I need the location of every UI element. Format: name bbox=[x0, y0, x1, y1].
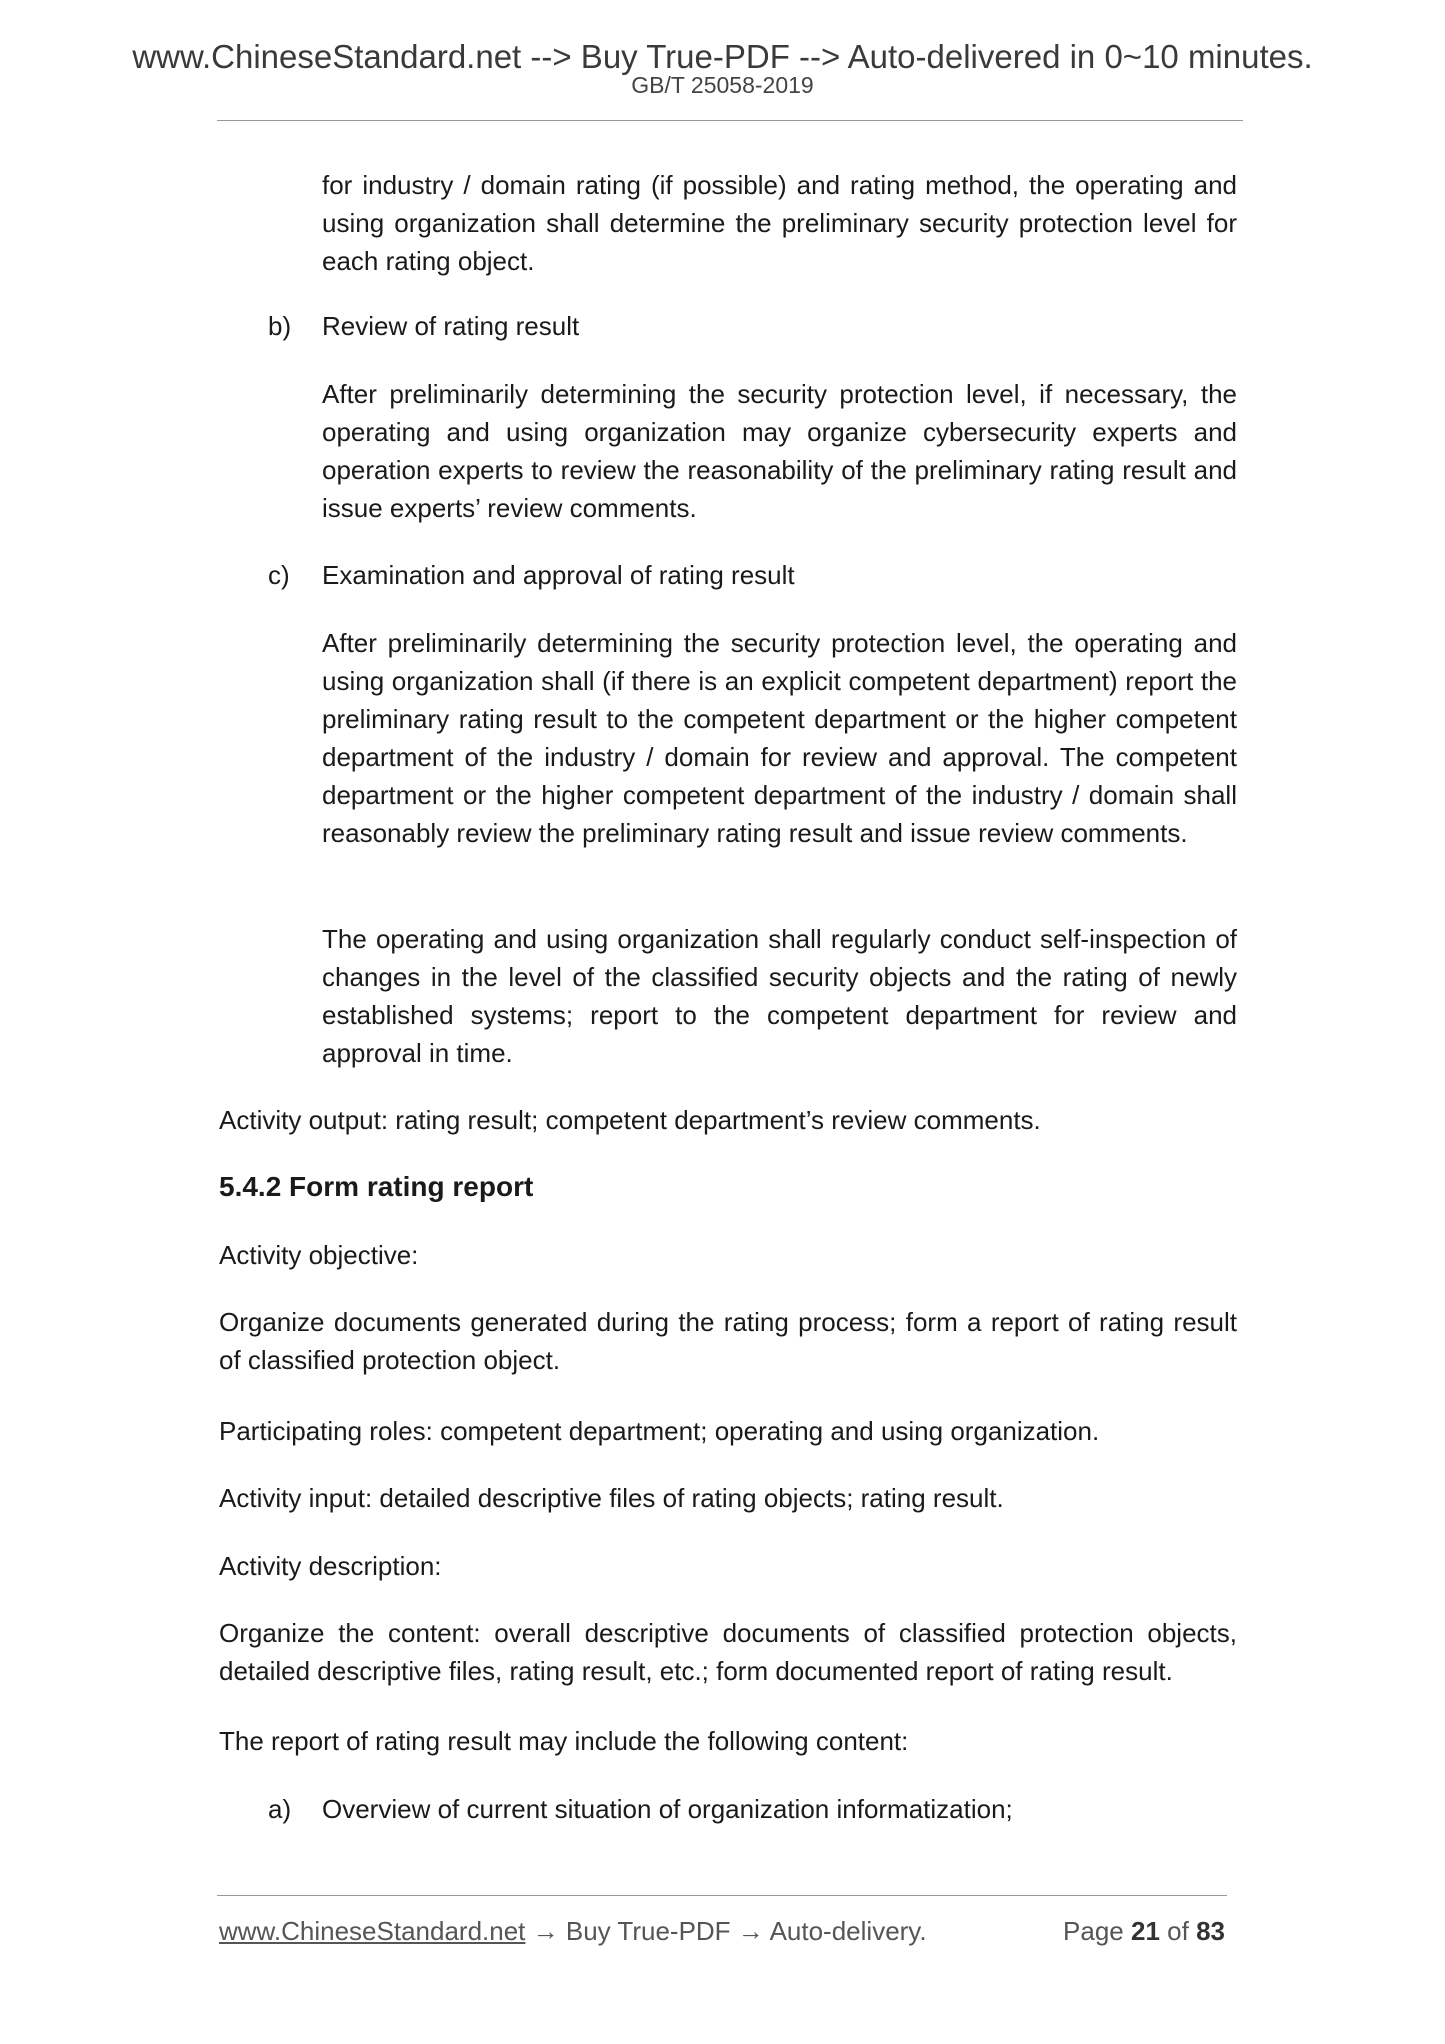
activity-description-label: Activity description: bbox=[219, 1551, 442, 1581]
standard-code: GB/T 25058-2019 bbox=[631, 72, 814, 98]
continuation-paragraph: for industry / domain rating (if possible) and rating method, the operating and using organization shall determine the preliminary security protection level for each rating object. bbox=[322, 170, 1237, 276]
list-marker-c: c) bbox=[268, 560, 290, 590]
item-b-paragraph: After preliminarily determining the security protection level, if necessary, the operating and using organization may organize cybersecurity experts and operation experts to review the reasonability of the preliminary rating result and issue experts’ review comments. bbox=[322, 379, 1237, 523]
list-marker-b: b) bbox=[268, 311, 292, 341]
footer-left bbox=[219, 1916, 927, 1947]
list-marker-a: a) bbox=[268, 1794, 292, 1824]
item-b-title: Review of rating result bbox=[322, 311, 580, 341]
item-c-paragraph-1: After preliminarily determining the security protection level, the operating and using organization shall (if there is an explicit competent department) report the preliminary rating result to the competent department or the higher competent department of the industry / domain for review and approval. The competent department or the higher competent department of the industry / domain shall reasonably review the preliminary rating result and issue review comments. bbox=[322, 628, 1237, 848]
page-label: Page bbox=[1063, 1916, 1124, 1946]
page-indicator bbox=[1063, 1916, 1225, 1947]
of-label: of bbox=[1167, 1916, 1189, 1946]
item-c-paragraph-2: The operating and using organization shall regularly conduct self-inspection of changes in the level of the classified security objects and the rating of newly established systems; report to the competent department for review and approval in time. bbox=[322, 924, 1237, 1068]
list-item-a: Overview of current situation of organization informatization; bbox=[322, 1794, 1013, 1824]
activity-output: Activity output: rating result; competent department’s review comments. bbox=[219, 1105, 1041, 1135]
activity-objective-label: Activity objective: bbox=[219, 1240, 419, 1270]
item-c-title: Examination and approval of rating result bbox=[322, 560, 795, 590]
footer-suffix: → Buy True-PDF → Auto-delivery. bbox=[525, 1916, 927, 1946]
footer-divider bbox=[217, 1895, 1227, 1896]
page-number: 21 bbox=[1131, 1916, 1160, 1946]
report-intro: The report of rating result may include the following content: bbox=[219, 1726, 909, 1756]
organize-content: Organize the content: overall descriptive documents of classified protection objects, detailed descriptive files, rating result, etc.; form documented report of rating result. bbox=[219, 1618, 1237, 1686]
total-pages: 83 bbox=[1196, 1916, 1225, 1946]
footer-site-link[interactable]: www.ChineseStandard.net bbox=[219, 1916, 526, 1946]
activity-objective-text: Organize documents generated during the rating process; form a report of rating result of classified protection object. bbox=[219, 1307, 1237, 1375]
site-banner: www.ChineseStandard.net --> Buy True-PDF --> Auto-delivered in 0~10 minutes. bbox=[132, 38, 1313, 75]
activity-input: Activity input: detailed descriptive files of rating objects; rating result. bbox=[219, 1483, 1004, 1513]
section-heading: 5.4.2 Form rating report bbox=[219, 1171, 534, 1202]
header-divider bbox=[217, 120, 1243, 121]
participating-roles: Participating roles: competent department; operating and using organization. bbox=[219, 1416, 1100, 1446]
